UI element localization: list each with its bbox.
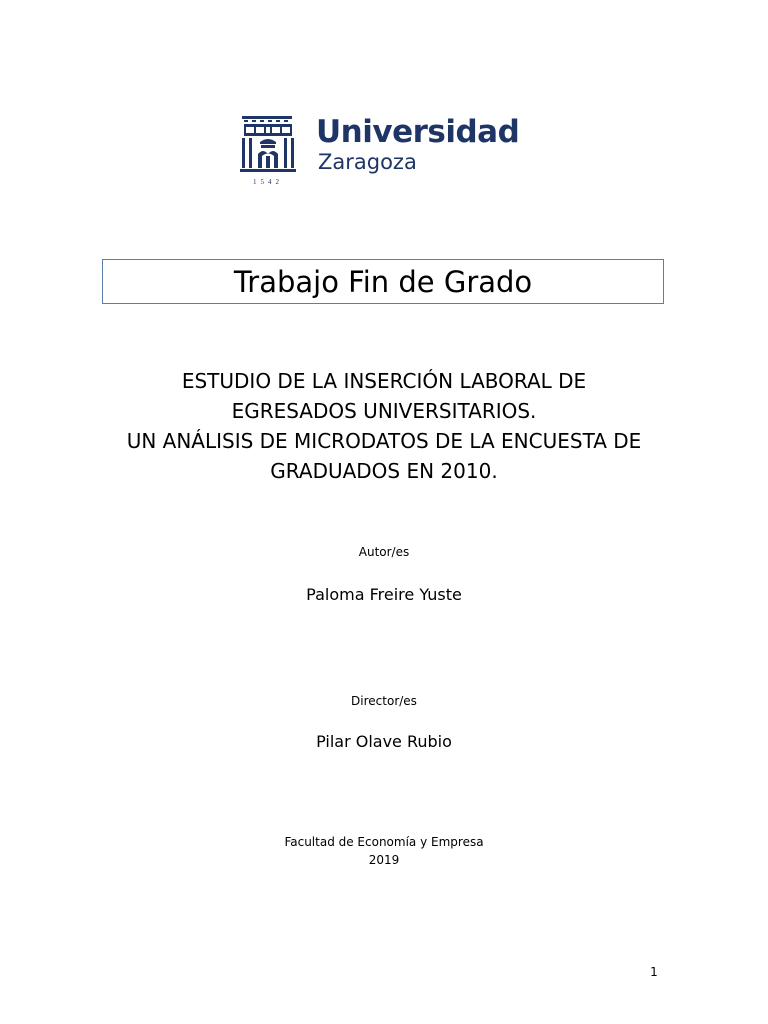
author-name: Paloma Freire Yuste — [306, 585, 462, 604]
thesis-title-line: EGRESADOS UNIVERSITARIOS. — [231, 399, 537, 423]
page-number: 1 — [650, 965, 658, 979]
author-label: Autor/es — [358, 545, 410, 559]
thesis-title-line: UN ANÁLISIS DE MICRODATOS DE LA ENCUESTA DE — [126, 429, 642, 453]
logo-university-name: Universidad — [316, 114, 520, 150]
thesis-title — [60, 366, 708, 486]
document-type-label: Trabajo Fin de Grado — [233, 265, 533, 299]
thesis-title-line: GRADUADOS EN 2010. — [270, 459, 498, 483]
logo-year: 1542 — [253, 178, 283, 186]
director-label: Director/es — [351, 694, 417, 708]
thesis-title-line: ESTUDIO DE LA INSERCIÓN LABORAL DE — [181, 369, 587, 393]
university-logo — [240, 112, 520, 192]
director-name: Pilar Olave Rubio — [316, 732, 452, 751]
faculty-name: Facultad de Economía y Empresa — [284, 835, 484, 849]
document-type-box — [102, 259, 664, 304]
document-year: 2019 — [368, 853, 400, 867]
logo-city-name: Zaragoza — [318, 150, 417, 174]
